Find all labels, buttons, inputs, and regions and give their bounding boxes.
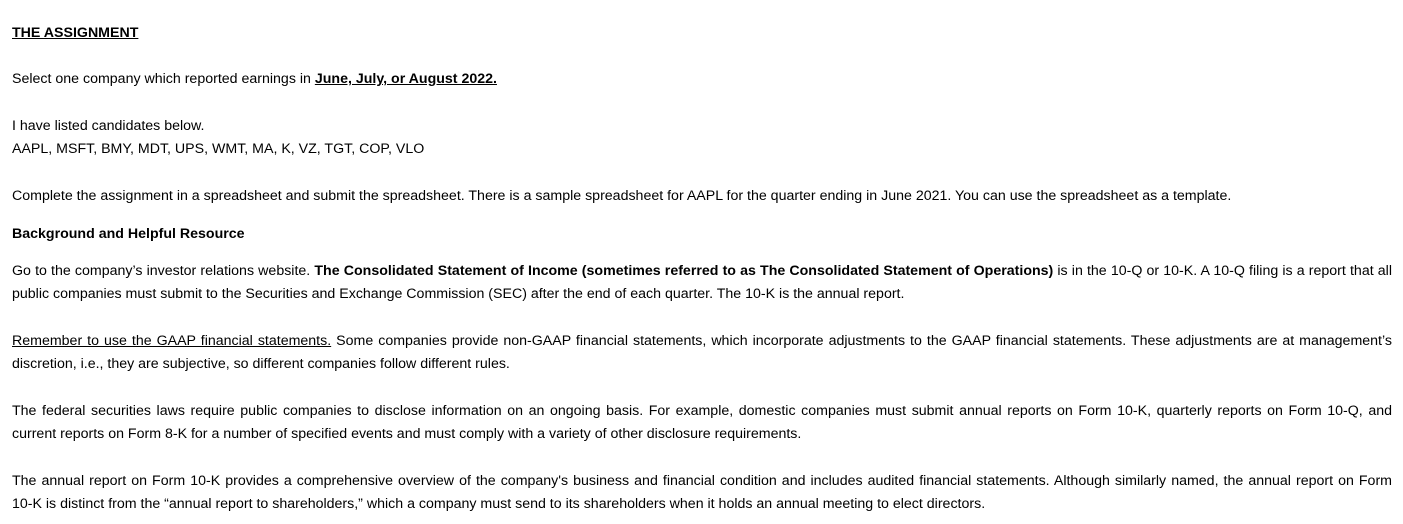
gaap-reminder: Remember to use the GAAP financial statements.	[12, 333, 332, 349]
investor-relations-suffix: is in the 10-Q or 10-K. A 10-Q filing is a report that all	[1053, 263, 1392, 279]
investor-relations-line-2: public companies must submit to the Securities and Exchange Commission (SEC) after the end of each quarter. The 10-K is the annual report.	[12, 286, 905, 302]
statement-of-income-emphasis: The Consolidated Statement of Income (sometimes referred to as The Consolidated Statement of Operations)	[314, 263, 1054, 279]
annual-report-line-1: The annual report on Form 10-K provides a comprehensive overview of the company's business and financial condition and includes audited financial statements. Although similarly named, the annual report on Form	[12, 473, 1392, 489]
assignment-heading: THE ASSIGNMENT	[12, 25, 139, 41]
investor-relations-line-1	[12, 262, 1392, 280]
candidate-tickers: AAPL, MSFT, BMY, MDT, UPS, WMT, MA, K, VZ, TGT, COP, VLO	[12, 141, 425, 157]
gaap-line-2: discretion, i.e., they are subjective, so different companies follow different rules.	[12, 356, 510, 372]
securities-line-1: The federal securities laws require public companies to disclose information on an ongoing basis. For example, domestic companies must submit annual reports on Form 10-K, quarterly reports on Form 10-Q, and	[12, 403, 1392, 419]
instructions-paragraph: Complete the assignment in a spreadsheet and submit the spreadsheet. There is a sample spreadsheet for AAPL for the quarter ending in June 2021. You can use the spreadsheet as a template.	[12, 188, 1232, 204]
gaap-explanation: Some companies provide non-GAAP financial statements, which incorporate adjustments to the GAAP financial statements. These adjustments are at management’s	[331, 333, 1392, 349]
candidates-intro: I have listed candidates below.	[12, 118, 205, 134]
annual-report-line-2: 10-K is distinct from the “annual report to shareholders,” which a company must send to its shareholders when it holds an annual meeting to elect directors.	[12, 496, 986, 512]
background-heading: Background and Helpful Resource	[12, 226, 245, 242]
securities-line-2: current reports on Form 8-K for a number of specified events and must comply with a variety of other disclosure requirements.	[12, 426, 802, 442]
gaap-line-1	[12, 332, 1392, 350]
reporting-period: June, July, or August 2022.	[314, 71, 497, 87]
select-company-line	[12, 70, 497, 88]
select-prefix: Select one company which reported earnings in	[12, 71, 315, 87]
investor-relations-prefix: Go to the company’s investor relations website.	[12, 263, 315, 279]
